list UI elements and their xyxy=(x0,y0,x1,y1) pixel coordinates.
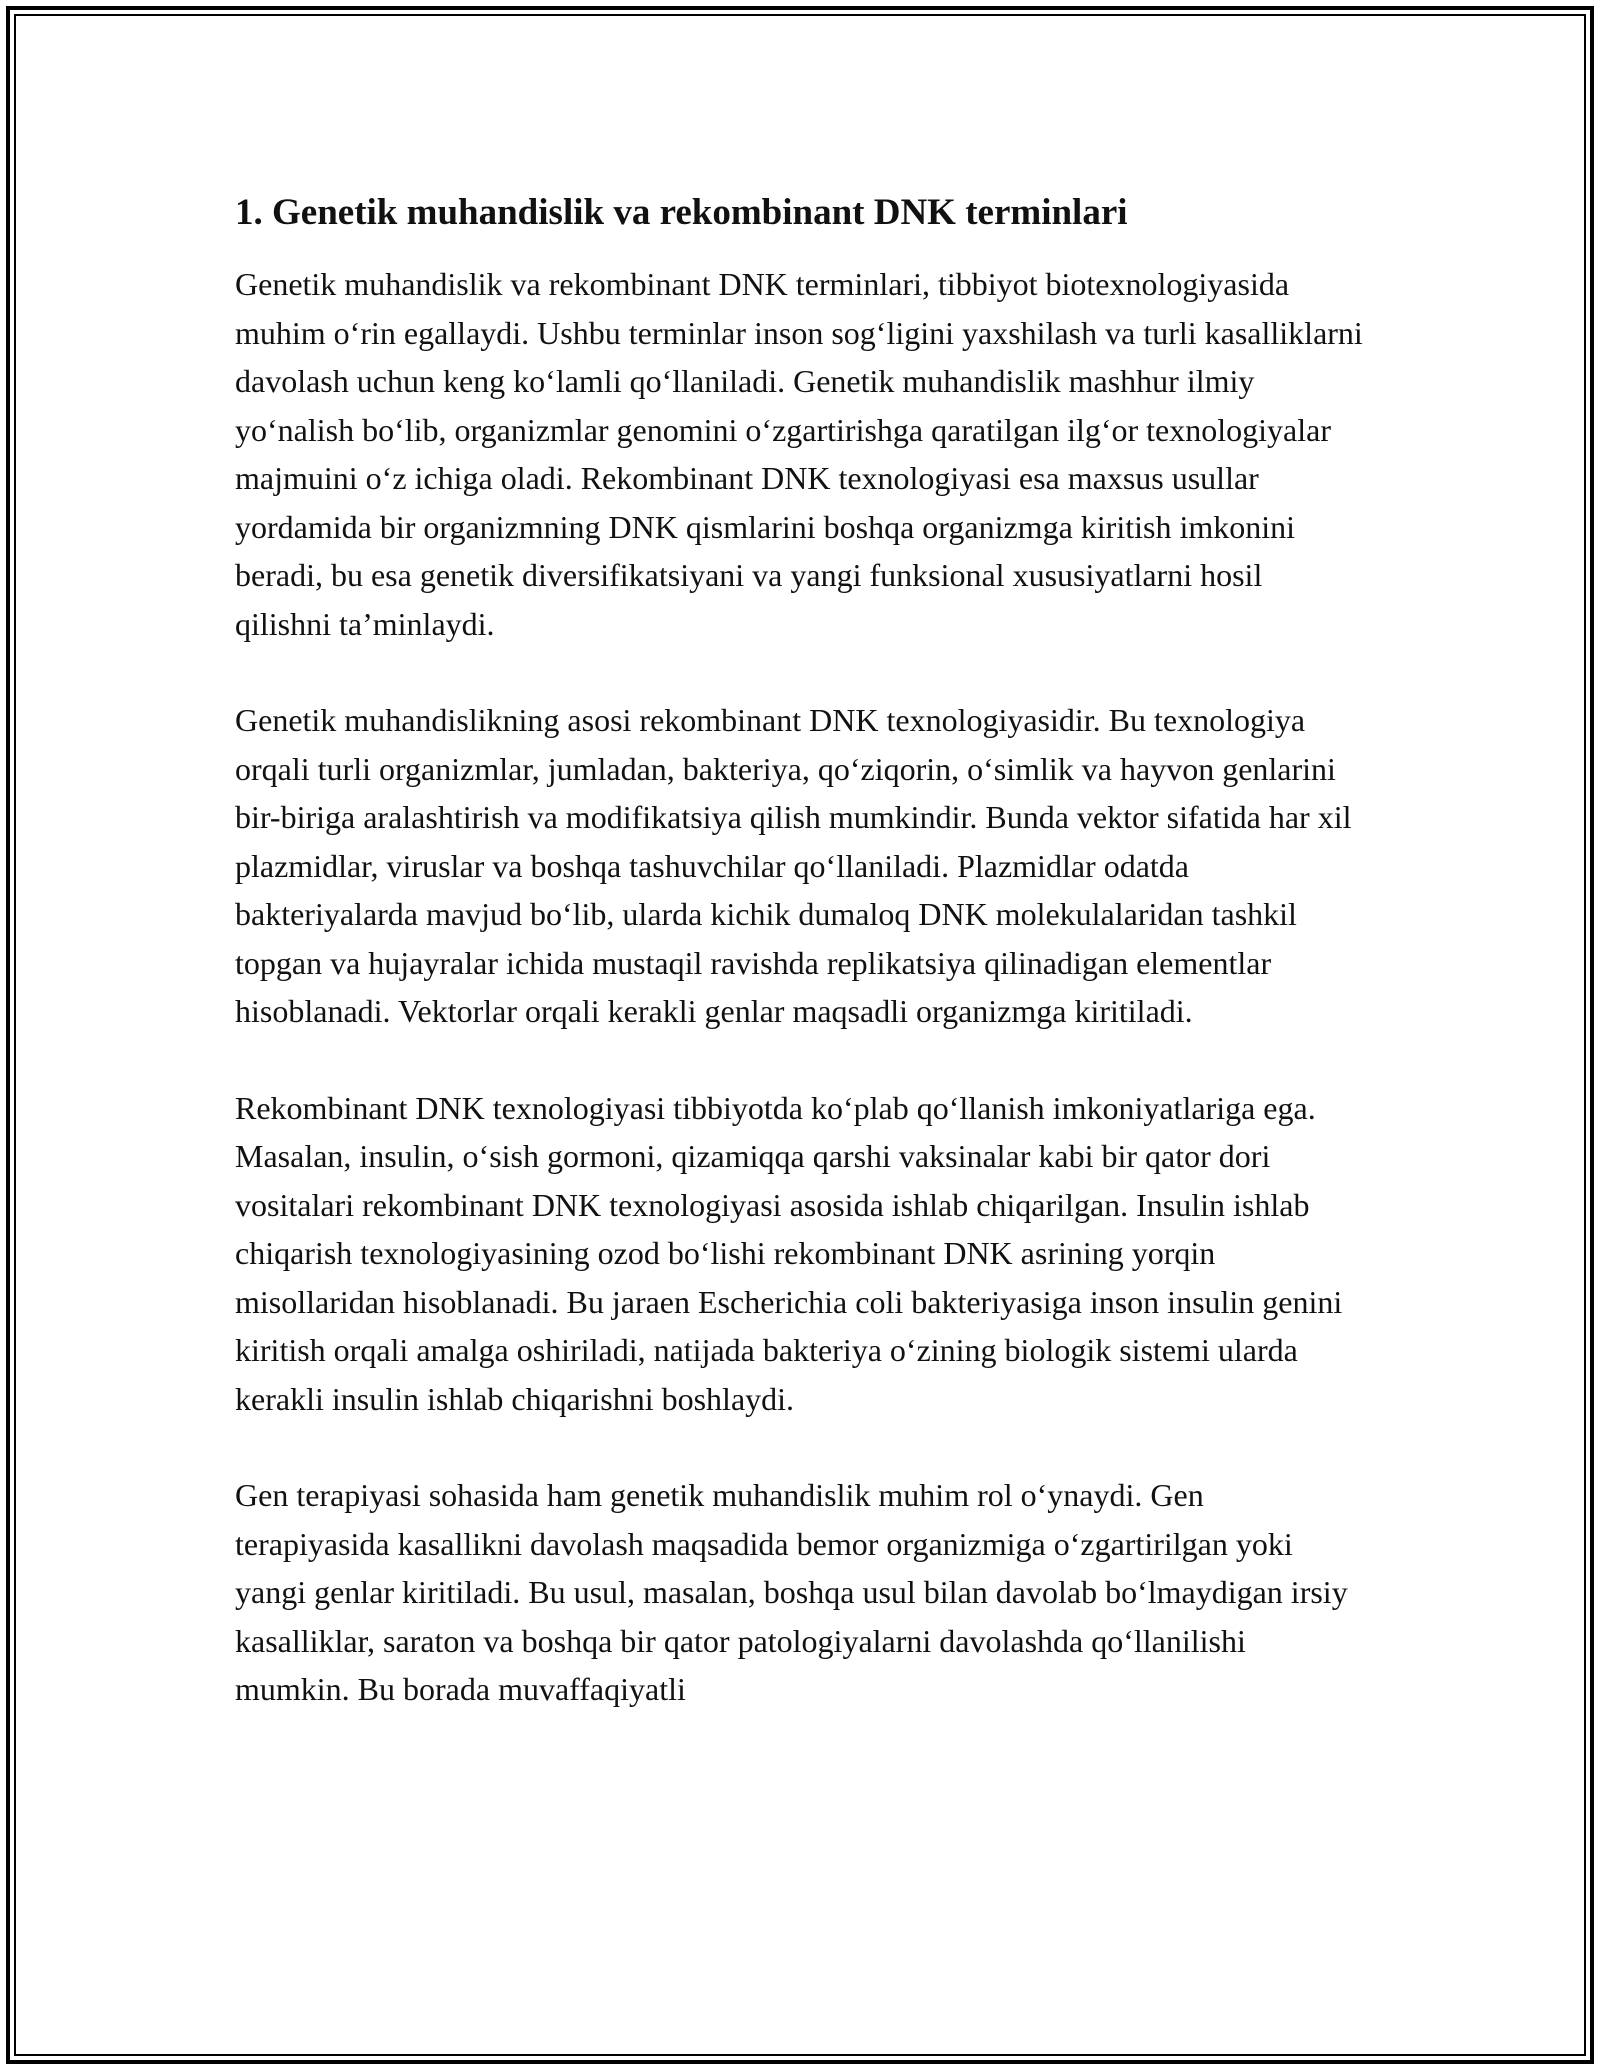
paragraph-1: Genetik muhandislik va rekombinant DNK terminlari, tibbiyot biotexnologiyasida muhim o‘rin egallaydi. Ushbu terminlar inson sog‘ligini yaxshilash va turli kasalliklarni davolash uchun keng ko‘lamli qo‘llaniladi. Genetik muhandislik mashhur ilmiy yo‘nalish bo‘lib, organizmlar genomini o‘zgartirishga qaratilgan ilg‘or texnologiyalar majmuini o‘z ichiga oladi. Rekombinant DNK texnologiyasi esa maxsus usullar yordamida bir organizmning DNK qismlarini boshqa organizmga kiritish imkonini beradi, bu esa genetik diversifikatsiyani va yangi funksional xususiyatlarni hosil qilishni ta’minlaydi. xyxy=(235,266,1363,642)
paragraph-4: Gen terapiyasi sohasida ham genetik muhandislik muhim rol o‘ynaydi. Gen terapiyasida kasallikni davolash maqsadida bemor organizmiga o‘zgartirilgan yoki yangi genlar kiritiladi. Bu usul, masalan, boshqa usul bilan davolab bo‘lmaydigan irsiy kasalliklar, saraton va boshqa bir qator patologiyalarni davolashda qo‘llanilishi mumkin. Bu borada muvaffaqiyatli xyxy=(235,1477,1348,1707)
document-body xyxy=(235,188,1365,1714)
section-heading: 1. Genetik muhandislik va rekombinant DNK terminlari xyxy=(235,192,1128,233)
paragraph-3: Rekombinant DNK texnologiyasi tibbiyotda ko‘plab qo‘llanish imkoniyatlariga ega. Masalan, insulin, o‘sish gormoni, qizamiqqa qarshi vaksinalar kabi bir qator dori vositalari rekombinant DNK texnologiyasi asosida ishlab chiqarilgan. Insulin ishlab chiqarish texnologiyasining ozod bo‘lishi rekombinant DNK asrining yorqin misollaridan hisoblanadi. Bu jaraen Escherichia coli bakteriyasiga inson insulin genini kiritish orqali amalga oshiriladi, natijada bakteriya o‘zining biologik sistemi ularda kerakli insulin ishlab chiqarishni boshlaydi. xyxy=(235,1089,1343,1417)
paragraph-2: Genetik muhandislikning asosi rekombinant DNK texnologiyasidir. Bu texnologiya orqali turli organizmlar, jumladan, bakteriya, qo‘ziqorin, o‘simlik va hayvon genlarini bir-biriga aralashtirish va modifikatsiya qilish mumkindir. Bunda vektor sifatida har xil plazmidlar, viruslar va boshqa tashuvchilar qo‘llaniladi. Plazmidlar odatda bakteriyalarda mavjud bo‘lib, ularda kichik dumaloq DNK molekulalaridan tashkil topgan va hujayralar ichida mustaqil ravishda replikatsiya qilinadigan elementlar hisoblanadi. Vektorlar orqali kerakli genlar maqsadli organizmga kiritiladi. xyxy=(235,702,1352,1029)
